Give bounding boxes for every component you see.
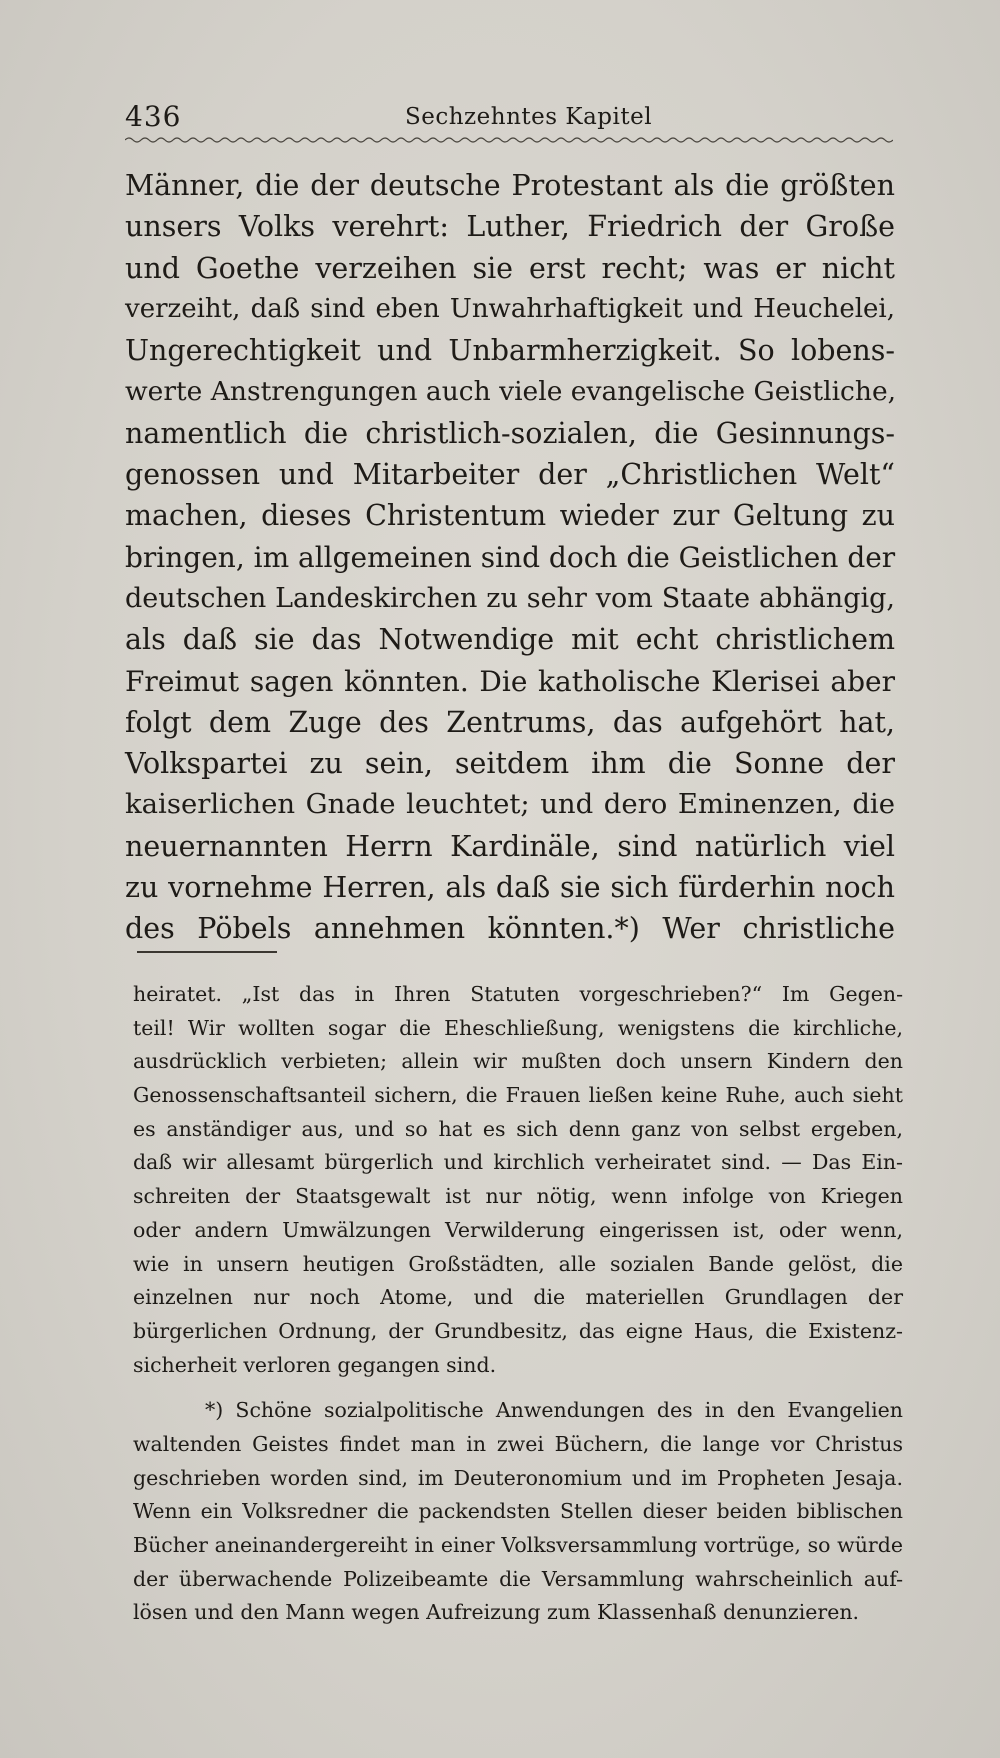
text-line: Volkspartei zu sein, seitdem ihm die Sonne der (125, 747, 895, 781)
footnote-line: Genossenschaftsanteil sichern, die Frauen ließen keine Ruhe, auch sieht (133, 1083, 903, 1108)
text-line: zu vornehme Herren, als daß sie sich fürderhin noch (125, 871, 895, 905)
footnote-line: geschrieben worden sind, im Deuteronomium und im Propheten Jesaja. (133, 1465, 903, 1490)
text-line: deutschen Landeskirchen zu sehr vom Staate abhängig, (125, 582, 895, 614)
footnote-line: Wenn ein Volksredner die packendsten Stellen dieser beiden biblischen (133, 1499, 903, 1524)
text-line: bringen, im allgemeinen sind doch die Geistlichen der (125, 540, 896, 574)
text-line: als daß sie das Notwendige mit echt christlichem (125, 623, 895, 657)
footnote-line: der überwachende Polizeibeamte die Versammlung wahrscheinlich auf- (133, 1566, 903, 1591)
footnote-line: schreiten der Staatsgewalt ist nur nötig, wenn infolge von Kriegen (133, 1184, 903, 1209)
main-text (125, 165, 895, 950)
text-line: folgt dem Zuge des Zentrums, das aufgehört hat, (125, 705, 895, 739)
text-line: unsers Volks verehrt: Luther, Friedrich der Große (125, 210, 895, 244)
text-line: verzeiht, daß sind eben Unwahrhaftigkeit und Heuchelei, (125, 293, 895, 324)
text-line: Freimut sagen könnten. Die katholische Klerisei aber (125, 664, 895, 698)
ornamental-rule (125, 134, 893, 144)
footnote-line: waltenden Geistes findet man in zwei Büchern, die lange vor Christus (133, 1431, 903, 1456)
footnote-line: Bücher aneinandergereiht in einer Volksversammlung vortrüge, so würde (133, 1533, 903, 1557)
footnote-line: bürgerlichen Ordnung, der Grundbesitz, das eigne Haus, die Existenz- (133, 1318, 903, 1343)
footnote-line: teil! Wir wollten sogar die Eheschließung, wenigstens die kirchliche, (133, 1015, 903, 1040)
footnote-line: wie in unsern heutigen Großstädten, alle sozialen Bande gelöst, die (133, 1251, 903, 1276)
text-line: Männer, die der deutsche Protestant als die größten (125, 169, 895, 202)
text-line: werte Anstrengungen auch viele evangelische Geistliche, (125, 376, 897, 408)
footnote-separator (137, 951, 277, 953)
footnote-continuation (133, 978, 903, 1382)
text-line: neuernannten Herrn Kardinäle, sind natürlich viel (125, 829, 895, 863)
text-line: genossen und Mitarbeiter der „Christlichen Welt“ (125, 458, 895, 492)
footnote-star (133, 1394, 903, 1630)
footnote-line: sicherheit verloren gegangen sind. (133, 1352, 497, 1377)
footnote-line: oder andern Umwälzungen Verwilderung eingerissen ist, oder wenn, (133, 1217, 903, 1242)
footnote-gap (133, 1382, 903, 1394)
footnote-line: einzelnen nur noch Atome, und die materiellen Grundlagen der (133, 1285, 903, 1310)
text-line: kaiserlichen Gnade leuchtet; und dero Eminenzen, die (125, 788, 895, 821)
footnote-line: es anständiger aus, und so hat es sich denn ganz von selbst ergeben, (133, 1116, 903, 1141)
page-number: 436 (125, 100, 182, 133)
footnote-line: ausdrücklich verbieten; allein wir mußten doch unsern Kindern den (133, 1049, 903, 1074)
footnotes (133, 978, 903, 1630)
text-line: und Goethe verzeihen sie erst recht; was er nicht (125, 251, 895, 285)
footnote-line: daß wir allesamt bürgerlich und kirchlich verheiratet sind. — Das Ein- (133, 1150, 903, 1175)
footnote-line: *) Schöne sozialpolitische Anwendungen des in den Evangelien (205, 1398, 903, 1423)
text-line: des Pöbels annehmen könnten.*) Wer christliche (125, 912, 895, 946)
running-title: Sechzehntes Kapitel (405, 104, 653, 130)
text-line: Ungerechtigkeit und Unbarmherzigkeit. So lobens- (125, 334, 895, 368)
text-line: machen, dieses Christentum wieder zur Geltung zu (125, 499, 895, 533)
footnote-line: heiratet. „Ist das in Ihren Statuten vorgeschrieben?“ Im Gegen- (133, 982, 903, 1006)
footnote-line: lösen und den Mann wegen Aufreizung zum Klassenhaß denunzieren. (133, 1600, 860, 1625)
text-line: namentlich die christlich-sozialen, die Gesinnungs- (125, 416, 895, 450)
